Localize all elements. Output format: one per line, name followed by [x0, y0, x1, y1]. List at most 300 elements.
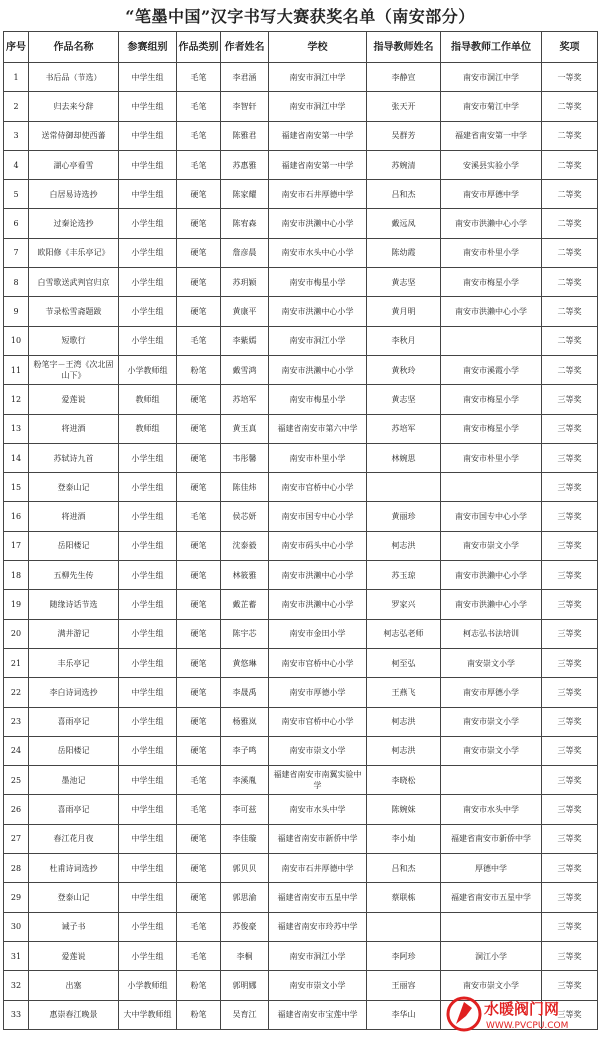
table-row	[4, 619, 598, 648]
cell-award: 三等奖	[542, 590, 598, 619]
cell-category: 毛笔	[177, 795, 221, 824]
cell-work: 送常侍御却使西蕃	[29, 121, 119, 150]
cell-teacher: 王丽容	[367, 971, 441, 1000]
cell-teacher-unit: 南安市洪濑中心小学	[441, 297, 542, 326]
cell-index: 4	[4, 150, 29, 179]
cell-teacher-unit: 南安市梅星小学	[441, 268, 542, 297]
cell-teacher: 吕和杰	[367, 180, 441, 209]
cell-award: 三等奖	[542, 824, 598, 853]
header-work: 作品名称	[29, 32, 119, 63]
cell-category: 硬笔	[177, 297, 221, 326]
cell-teacher-unit: 南安市崇文小学	[441, 707, 542, 736]
cell-teacher-unit: 厚德中学	[441, 854, 542, 883]
cell-work: 粉笔字－王湾《次北固山下》	[29, 355, 119, 384]
cell-teacher-unit: 南安市洞江中学	[441, 63, 542, 92]
cell-group: 小学生组	[119, 736, 177, 765]
cell-group: 小学教师组	[119, 971, 177, 1000]
cell-school: 南安市洞江中学	[269, 92, 367, 121]
cell-teacher: 黄秋玲	[367, 355, 441, 384]
cell-group: 小学生组	[119, 473, 177, 502]
cell-author: 林筱雅	[221, 561, 269, 590]
cell-group: 中学生组	[119, 63, 177, 92]
cell-award: 三等奖	[542, 678, 598, 707]
cell-category: 毛笔	[177, 121, 221, 150]
cell-teacher: 柯志洪	[367, 736, 441, 765]
cell-teacher: 柯志洪	[367, 707, 441, 736]
cell-teacher: 陈幼霞	[367, 238, 441, 267]
cell-award: 二等奖	[542, 297, 598, 326]
header-author: 作者姓名	[221, 32, 269, 63]
table-row	[4, 443, 598, 472]
table-row	[4, 561, 598, 590]
cell-index: 21	[4, 648, 29, 677]
cell-award: 三等奖	[542, 707, 598, 736]
table-row	[4, 238, 598, 267]
cell-award: 三等奖	[542, 736, 598, 765]
cell-award: 二等奖	[542, 209, 598, 238]
cell-index: 15	[4, 473, 29, 502]
cell-category: 硬笔	[177, 268, 221, 297]
cell-work: 书后品（节选）	[29, 63, 119, 92]
cell-group: 中学生组	[119, 795, 177, 824]
cell-award: 二等奖	[542, 238, 598, 267]
cell-school: 南安市崇文小学	[269, 971, 367, 1000]
cell-teacher: 柯志洪	[367, 531, 441, 560]
cell-work: 随缘诗话节选	[29, 590, 119, 619]
cell-teacher: 蔡联栋	[367, 883, 441, 912]
header-category: 作品类别	[177, 32, 221, 63]
cell-school: 南安市梅星小学	[269, 268, 367, 297]
cell-school: 福建省南安市新侨中学	[269, 824, 367, 853]
cell-group: 小学生组	[119, 619, 177, 648]
cell-category: 毛笔	[177, 326, 221, 355]
cell-group: 中学生组	[119, 854, 177, 883]
cell-work: 过秦论选抄	[29, 209, 119, 238]
cell-category: 毛笔	[177, 912, 221, 941]
cell-school: 南安市码头中心小学	[269, 531, 367, 560]
cell-index: 28	[4, 854, 29, 883]
cell-award: 二等奖	[542, 150, 598, 179]
cell-school: 南安市水头中心小学	[269, 238, 367, 267]
watermark-brand: 水暖阀门网	[484, 1000, 560, 1018]
cell-teacher: 柯志弘老师	[367, 619, 441, 648]
table-row	[4, 326, 598, 355]
cell-category: 粉笔	[177, 355, 221, 384]
cell-index: 27	[4, 824, 29, 853]
cell-index: 7	[4, 238, 29, 267]
cell-work: 短歌行	[29, 326, 119, 355]
cell-work: 李白诗词选抄	[29, 678, 119, 707]
cell-school: 南安市石井厚德中学	[269, 180, 367, 209]
cell-school: 南安市国专中心小学	[269, 502, 367, 531]
cell-category: 硬笔	[177, 473, 221, 502]
table-row	[4, 385, 598, 414]
cell-group: 小学生组	[119, 238, 177, 267]
cell-work: 节录松雪斋题跋	[29, 297, 119, 326]
cell-teacher-unit: 南安市崇文小学	[441, 531, 542, 560]
table-row	[4, 502, 598, 531]
cell-award: 二等奖	[542, 268, 598, 297]
cell-work: 白居易诗选抄	[29, 180, 119, 209]
cell-work: 登泰山记	[29, 883, 119, 912]
watermark-logo	[446, 994, 596, 1034]
cell-teacher-unit: 安溪县实验小学	[441, 150, 542, 179]
cell-work: 爱莲说	[29, 941, 119, 970]
cell-award: 三等奖	[542, 941, 598, 970]
cell-teacher-unit: 南安崇文小学	[441, 648, 542, 677]
cell-award: 三等奖	[542, 971, 598, 1000]
cell-work: 将进酒	[29, 502, 119, 531]
cell-work: 归去来兮辞	[29, 92, 119, 121]
cell-teacher-unit: 洞江小学	[441, 941, 542, 970]
cell-group: 中学生组	[119, 824, 177, 853]
cell-teacher: 张天开	[367, 92, 441, 121]
cell-award: 二等奖	[542, 121, 598, 150]
cell-school: 福建省南安市玲苏中学	[269, 912, 367, 941]
cell-award: 三等奖	[542, 648, 598, 677]
cell-teacher-unit: 南安市洪濑中心小学	[441, 209, 542, 238]
cell-group: 中学生组	[119, 150, 177, 179]
cell-school: 南安市厚德小学	[269, 678, 367, 707]
table-row	[4, 92, 598, 121]
cell-work: 满井游记	[29, 619, 119, 648]
cell-author: 黄玉真	[221, 414, 269, 443]
header-award: 奖项	[542, 32, 598, 63]
cell-author: 苏培军	[221, 385, 269, 414]
cell-group: 大中学教师组	[119, 1000, 177, 1029]
cell-teacher	[367, 473, 441, 502]
watermark-url: WWW.PVCPU.COM	[486, 1021, 569, 1031]
cell-work: 白雪歌送武判官归京	[29, 268, 119, 297]
cell-teacher: 李小灿	[367, 824, 441, 853]
cell-work: 墨池记	[29, 766, 119, 795]
cell-category: 硬笔	[177, 824, 221, 853]
cell-work: 五柳先生传	[29, 561, 119, 590]
cell-group: 小学生组	[119, 590, 177, 619]
cell-group: 小学生组	[119, 707, 177, 736]
cell-group: 小学生组	[119, 326, 177, 355]
cell-index: 33	[4, 1000, 29, 1029]
cell-school: 南安市洞江小学	[269, 941, 367, 970]
cell-work: 喜雨亭记	[29, 795, 119, 824]
table-row	[4, 648, 598, 677]
cell-index: 12	[4, 385, 29, 414]
cell-index: 30	[4, 912, 29, 941]
cell-work: 苏轼诗九首	[29, 443, 119, 472]
cell-award: 二等奖	[542, 180, 598, 209]
cell-teacher-unit: 南安市朴里小学	[441, 443, 542, 472]
cell-work: 杜甫诗词选抄	[29, 854, 119, 883]
table-row	[4, 414, 598, 443]
cell-work: 将进酒	[29, 414, 119, 443]
table-header-row	[4, 32, 598, 63]
cell-category: 硬笔	[177, 443, 221, 472]
cell-teacher: 戴远凤	[367, 209, 441, 238]
cell-teacher-unit: 南安市菊江中学	[441, 92, 542, 121]
cell-group: 中学生组	[119, 766, 177, 795]
cell-index: 17	[4, 531, 29, 560]
cell-award: 三等奖	[542, 531, 598, 560]
cell-author: 黄悠琳	[221, 648, 269, 677]
cell-award: 三等奖	[542, 854, 598, 883]
cell-work: 出塞	[29, 971, 119, 1000]
cell-index: 6	[4, 209, 29, 238]
cell-teacher-unit: 南安市厚德中学	[441, 180, 542, 209]
cell-school: 福建省南安市五星中学	[269, 883, 367, 912]
cell-award: 三等奖	[542, 414, 598, 443]
table-row	[4, 531, 598, 560]
cell-category: 硬笔	[177, 385, 221, 414]
cell-category: 毛笔	[177, 941, 221, 970]
cell-school: 福建省南安市第六中学	[269, 414, 367, 443]
cell-group: 中学生组	[119, 92, 177, 121]
cell-index: 20	[4, 619, 29, 648]
cell-group: 小学教师组	[119, 355, 177, 384]
cell-school: 南安市官桥中心小学	[269, 648, 367, 677]
cell-group: 小学生组	[119, 209, 177, 238]
table-row	[4, 355, 598, 384]
cell-index: 2	[4, 92, 29, 121]
cell-school: 福建省南安市南翼实验中学	[269, 766, 367, 795]
cell-group: 中学生组	[119, 121, 177, 150]
cell-teacher-unit: 南安市溪霞小学	[441, 355, 542, 384]
cell-teacher: 李阿珍	[367, 941, 441, 970]
cell-category: 硬笔	[177, 883, 221, 912]
cell-group: 小学生组	[119, 297, 177, 326]
cell-teacher-unit	[441, 473, 542, 502]
cell-index: 11	[4, 355, 29, 384]
cell-award: 三等奖	[542, 766, 598, 795]
cell-teacher: 黄月明	[367, 297, 441, 326]
cell-teacher: 黄志坚	[367, 385, 441, 414]
cell-index: 23	[4, 707, 29, 736]
cell-index: 25	[4, 766, 29, 795]
cell-group: 小学生组	[119, 268, 177, 297]
cell-school: 南安市洪濑中心小学	[269, 209, 367, 238]
cell-index: 24	[4, 736, 29, 765]
table-row	[4, 736, 598, 765]
header-teacher-unit: 指导教师工作单位	[441, 32, 542, 63]
cell-group: 小学生组	[119, 443, 177, 472]
cell-author: 韦彤馨	[221, 443, 269, 472]
cell-category: 硬笔	[177, 648, 221, 677]
cell-teacher: 吴群芳	[367, 121, 441, 150]
cell-group: 教师组	[119, 414, 177, 443]
cell-award: 三等奖	[542, 1000, 598, 1029]
cell-category: 粉笔	[177, 971, 221, 1000]
cell-teacher-unit	[441, 912, 542, 941]
cell-author: 李桐	[221, 941, 269, 970]
table-row	[4, 941, 598, 970]
cell-category: 毛笔	[177, 92, 221, 121]
cell-author: 吴育江	[221, 1000, 269, 1029]
cell-teacher-unit: 福建省南安第一中学	[441, 121, 542, 150]
cell-school: 南安市洪濑中心小学	[269, 561, 367, 590]
cell-teacher: 苏培军	[367, 414, 441, 443]
cell-teacher-unit: 南安市梅星小学	[441, 385, 542, 414]
cell-work: 喜雨亭记	[29, 707, 119, 736]
cell-category: 硬笔	[177, 209, 221, 238]
cell-author: 侯芯妍	[221, 502, 269, 531]
cell-category: 毛笔	[177, 502, 221, 531]
cell-teacher-unit: 福建省南安市五星中学	[441, 883, 542, 912]
cell-category: 硬笔	[177, 238, 221, 267]
header-index: 序号	[4, 32, 29, 63]
cell-group: 小学生组	[119, 502, 177, 531]
cell-school: 南安市洪濑中心小学	[269, 297, 367, 326]
cell-award: 三等奖	[542, 385, 598, 414]
cell-teacher: 柯至弘	[367, 648, 441, 677]
cell-teacher-unit	[441, 766, 542, 795]
cell-author: 苏玥颖	[221, 268, 269, 297]
cell-index: 14	[4, 443, 29, 472]
cell-teacher-unit: 南安市崇文小学	[441, 971, 542, 1000]
header-teacher: 指导教师姓名	[367, 32, 441, 63]
cell-index: 32	[4, 971, 29, 1000]
cell-school: 福建省南安第一中学	[269, 121, 367, 150]
table-row	[4, 883, 598, 912]
cell-award: 三等奖	[542, 443, 598, 472]
cell-index: 10	[4, 326, 29, 355]
cell-author: 戴芷蓄	[221, 590, 269, 619]
cell-school: 南安市洞江小学	[269, 326, 367, 355]
cell-teacher-unit: 南安市厚德小学	[441, 678, 542, 707]
cell-school: 南安市洪濑中心小学	[269, 355, 367, 384]
cell-group: 小学生组	[119, 531, 177, 560]
cell-school: 南安市水头中学	[269, 795, 367, 824]
cell-teacher: 王燕飞	[367, 678, 441, 707]
header-group: 参赛组别	[119, 32, 177, 63]
table-row	[4, 766, 598, 795]
cell-award: 三等奖	[542, 619, 598, 648]
cell-index: 26	[4, 795, 29, 824]
cell-index: 9	[4, 297, 29, 326]
cell-author: 李子鸣	[221, 736, 269, 765]
cell-category: 硬笔	[177, 414, 221, 443]
cell-teacher-unit: 南安市梅星小学	[441, 414, 542, 443]
cell-school: 南安市崇文小学	[269, 736, 367, 765]
table-row	[4, 473, 598, 502]
cell-teacher-unit: 南安市洪濑中心小学	[441, 590, 542, 619]
cell-teacher: 李秋月	[367, 326, 441, 355]
cell-index: 29	[4, 883, 29, 912]
table-row	[4, 180, 598, 209]
table-row	[4, 268, 598, 297]
cell-work: 岳阳楼记	[29, 736, 119, 765]
cell-author: 李智轩	[221, 92, 269, 121]
table-row	[4, 297, 598, 326]
cell-author: 陈雅君	[221, 121, 269, 150]
header-school: 学校	[269, 32, 367, 63]
cell-author: 陈宇芯	[221, 619, 269, 648]
table-row	[4, 590, 598, 619]
cell-teacher: 苏婉清	[367, 150, 441, 179]
cell-award: 三等奖	[542, 912, 598, 941]
cell-group: 中学生组	[119, 883, 177, 912]
cell-school: 福建省南安市宝莲中学	[269, 1000, 367, 1029]
table-row	[4, 795, 598, 824]
cell-award: 三等奖	[542, 473, 598, 502]
cell-group: 小学生组	[119, 941, 177, 970]
cell-author: 李佳璇	[221, 824, 269, 853]
cell-school: 南安市洞江中学	[269, 63, 367, 92]
cell-author: 李君涵	[221, 63, 269, 92]
cell-work: 诫子书	[29, 912, 119, 941]
cell-work: 登泰山记	[29, 473, 119, 502]
cell-author: 苏惠雅	[221, 150, 269, 179]
cell-author: 郭思渝	[221, 883, 269, 912]
cell-work: 春江花月夜	[29, 824, 119, 853]
cell-category: 硬笔	[177, 678, 221, 707]
cell-author: 郭明娜	[221, 971, 269, 1000]
cell-work: 丰乐亭记	[29, 648, 119, 677]
cell-group: 小学生组	[119, 561, 177, 590]
cell-index: 18	[4, 561, 29, 590]
table-row	[4, 707, 598, 736]
cell-category: 硬笔	[177, 707, 221, 736]
cell-award: 二等奖	[542, 355, 598, 384]
cell-school: 福建省南安第一中学	[269, 150, 367, 179]
cell-index: 5	[4, 180, 29, 209]
cell-category: 粉笔	[177, 1000, 221, 1029]
cell-group: 中学生组	[119, 180, 177, 209]
cell-teacher: 李晓松	[367, 766, 441, 795]
cell-author: 郭贝贝	[221, 854, 269, 883]
cell-award: 三等奖	[542, 795, 598, 824]
cell-school: 南安市金田小学	[269, 619, 367, 648]
cell-teacher: 李华山	[367, 1000, 441, 1029]
cell-index: 16	[4, 502, 29, 531]
cell-category: 硬笔	[177, 180, 221, 209]
cell-group: 小学生组	[119, 648, 177, 677]
cell-school: 南安市洪濑中心小学	[269, 590, 367, 619]
table-row	[4, 150, 598, 179]
cell-teacher: 陈婉妹	[367, 795, 441, 824]
cell-teacher: 黄志坚	[367, 268, 441, 297]
cell-index: 22	[4, 678, 29, 707]
cell-work: 爱莲说	[29, 385, 119, 414]
cell-group: 小学生组	[119, 912, 177, 941]
cell-award: 一等奖	[542, 63, 598, 92]
cell-author: 李可兹	[221, 795, 269, 824]
cell-teacher: 苏玉琼	[367, 561, 441, 590]
cell-author: 杨雅岚	[221, 707, 269, 736]
cell-award: 三等奖	[542, 883, 598, 912]
cell-teacher-unit: 南安市崇文小学	[441, 736, 542, 765]
cell-school: 南安市官桥中心小学	[269, 473, 367, 502]
cell-work: 岳阳楼记	[29, 531, 119, 560]
cell-teacher: 黄丽珍	[367, 502, 441, 531]
cell-work: 欧阳修《丰乐亭记》	[29, 238, 119, 267]
cell-school: 南安市朴里小学	[269, 443, 367, 472]
cell-index: 31	[4, 941, 29, 970]
cell-author: 陈宥森	[221, 209, 269, 238]
cell-teacher-unit: 南安市洪濑中心小学	[441, 561, 542, 590]
cell-index: 8	[4, 268, 29, 297]
cell-work: 湖心亭看雪	[29, 150, 119, 179]
cell-school: 南安市官桥中心小学	[269, 707, 367, 736]
cell-teacher: 吕和杰	[367, 854, 441, 883]
cell-author: 戴雪鸿	[221, 355, 269, 384]
cell-category: 硬笔	[177, 619, 221, 648]
table-row	[4, 63, 598, 92]
cell-author: 苏俊豪	[221, 912, 269, 941]
cell-category: 硬笔	[177, 854, 221, 883]
cell-teacher: 林婉思	[367, 443, 441, 472]
cell-award: 二等奖	[542, 92, 598, 121]
cell-award: 二等奖	[542, 326, 598, 355]
cell-work: 惠崇春江晚景	[29, 1000, 119, 1029]
